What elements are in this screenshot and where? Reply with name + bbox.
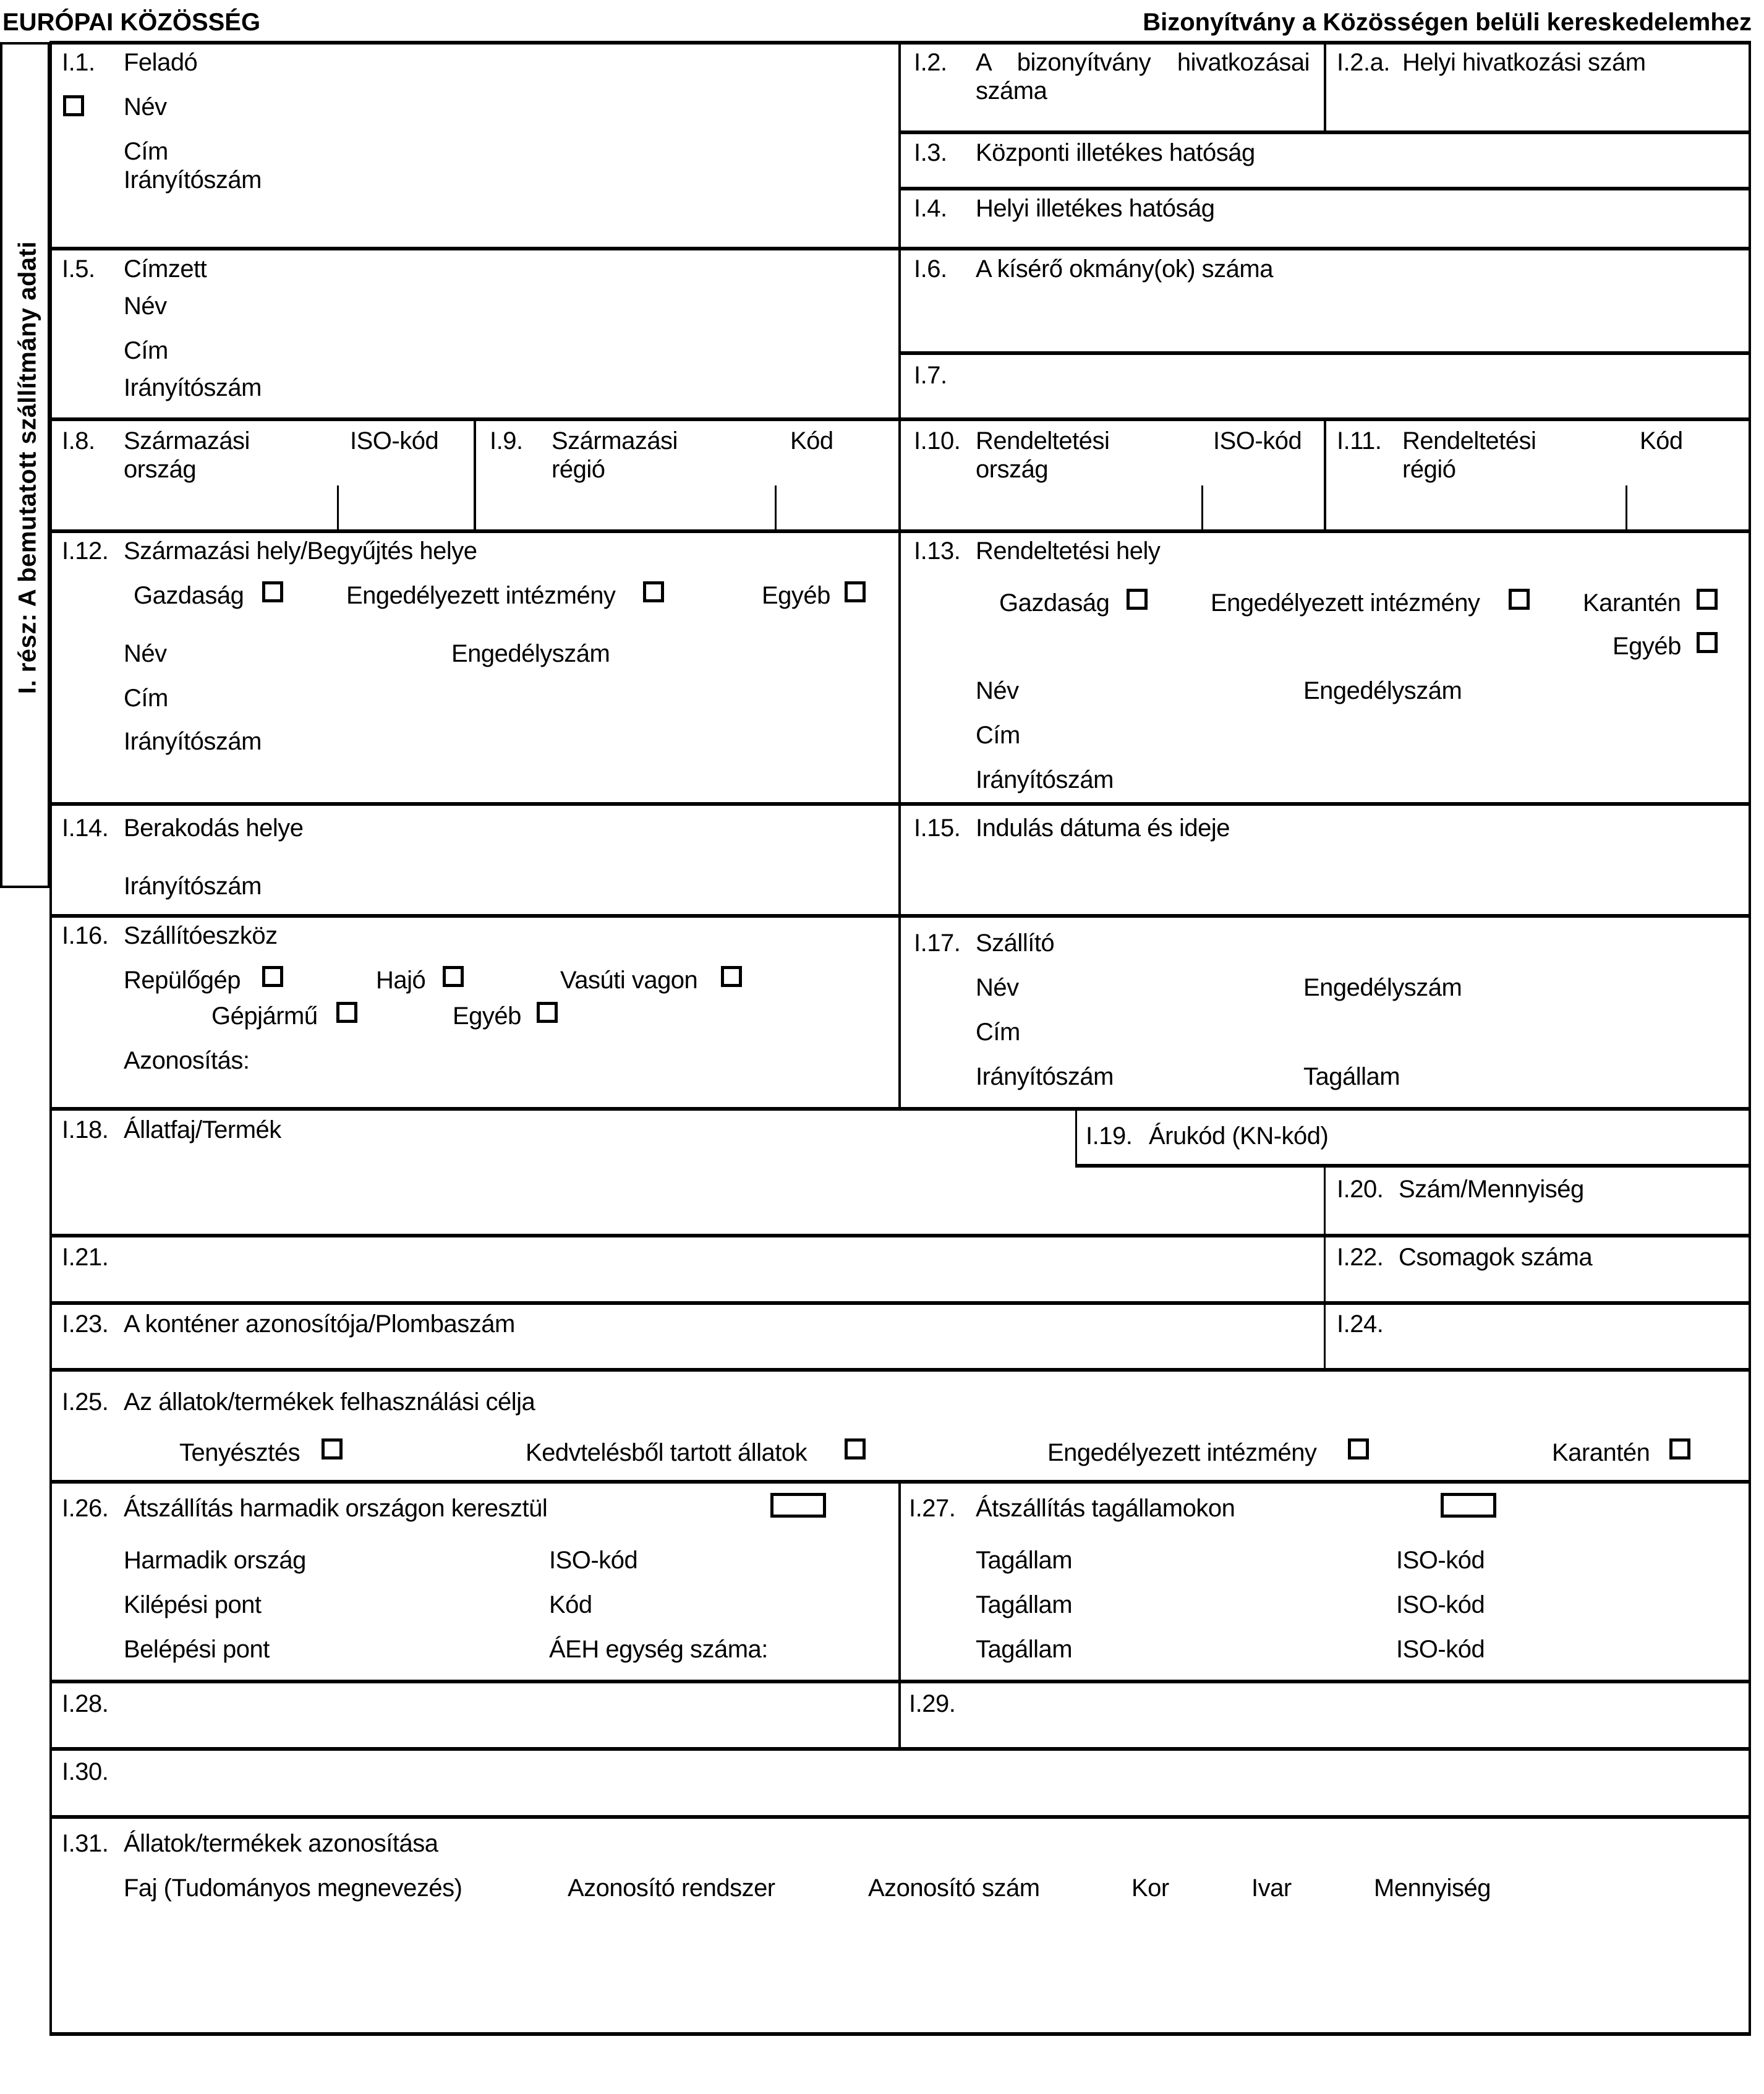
i25-option-quarantine-checkbox[interactable] [1669, 1438, 1690, 1459]
field-i7-number: I.7. [914, 362, 947, 389]
line-after-i19 [1075, 1164, 1751, 1168]
i27-row2-value-label: ISO-kód [1396, 1591, 1485, 1618]
field-i17-member-state: Tagállam [1303, 1063, 1400, 1090]
field-i17-title: Szállító [976, 929, 1055, 957]
field-i25-number: I.25. [62, 1388, 109, 1416]
field-i22-title: Csomagok száma [1399, 1244, 1593, 1271]
i16-option-plane-checkbox[interactable] [262, 966, 283, 987]
i16-option-vehicle-checkbox[interactable] [336, 1002, 357, 1023]
line-after-i16 [49, 1107, 1751, 1111]
field-i13-postcode: Irányítószám [976, 766, 1114, 793]
i16-option-ship-label: Hajó [376, 967, 426, 994]
line-after-i5 [49, 417, 1751, 421]
field-i2a-number: I.2.a. [1337, 49, 1390, 76]
i25-option-pets-checkbox[interactable] [845, 1438, 866, 1459]
i13-option-farm-label: Gazdaság [999, 589, 1110, 617]
column-divider [898, 42, 901, 1108]
field-i30-number: I.30. [62, 1758, 109, 1785]
divider-i2 [1324, 42, 1326, 132]
i26-row3-value-label: ÁEH egység száma: [549, 1636, 768, 1663]
field-i31-title: Állatok/termékek azonosítása [124, 1830, 438, 1857]
divider-i26-i27 [898, 1482, 901, 1748]
i16-option-railway-checkbox[interactable] [721, 966, 742, 987]
line-after-i26 [49, 1680, 1751, 1683]
field-i1-address: Cím [124, 138, 168, 165]
i31-column-quantity: Mennyiség [1374, 1874, 1491, 1902]
line-after-i8 [49, 529, 1751, 533]
line-after-i12 [49, 802, 1751, 806]
field-i8-title-line2: ország [124, 456, 197, 483]
line-after-i3 [898, 187, 1751, 190]
field-i23-title: A konténer azonosítója/Plombaszám [124, 1310, 515, 1338]
line-after-i30 [49, 1815, 1751, 1819]
field-i16-title: Szállítóeszköz [124, 922, 278, 949]
field-i10-code-label: ISO-kód [1213, 427, 1302, 455]
field-i17-name: Név [976, 974, 1019, 1001]
field-i28-number: I.28. [62, 1690, 109, 1717]
field-i12-approval: Engedélyszám [451, 640, 610, 667]
field-i13-approval: Engedélyszám [1303, 677, 1462, 704]
field-i12-number: I.12. [62, 537, 109, 565]
i13-option-quarantine-label: Karantén [1583, 589, 1681, 617]
field-i9-number: I.9. [490, 427, 523, 455]
i12-option-other-label: Egyéb [762, 582, 830, 609]
i13-option-quarantine-checkbox[interactable] [1697, 589, 1718, 610]
i31-column-age: Kor [1131, 1874, 1169, 1902]
side-label: I. rész: A bemutatott szállítmány adati [14, 241, 41, 694]
header-right-title: Bizonyítvány a Közösségen belüli kereskedelemhez [1143, 9, 1752, 36]
i26-checkbox[interactable] [770, 1493, 826, 1518]
field-i5-number: I.5. [62, 255, 95, 283]
field-i25-title: Az állatok/termékek felhasználási célja [124, 1388, 535, 1416]
field-i6-number: I.6. [914, 255, 947, 283]
i13-option-other-label: Egyéb [1613, 633, 1681, 660]
line-after-i18 [49, 1234, 1751, 1237]
field-i21-number: I.21. [62, 1244, 109, 1271]
i25-option-approved-checkbox[interactable] [1348, 1438, 1369, 1459]
field-i9-title: Származási [552, 427, 678, 455]
form-right-border [1749, 42, 1751, 2035]
code-tick-i9 [775, 485, 777, 531]
field-i12-postcode: Irányítószám [124, 728, 262, 755]
i26-row1-value-label: ISO-kód [549, 1547, 638, 1574]
field-i11-number: I.11. [1337, 427, 1382, 455]
i31-column-sex: Ivar [1251, 1874, 1292, 1902]
field-i2-title: A bizonyítvány hivatkozásai [976, 49, 1310, 76]
divider-i20 [1324, 1166, 1326, 1370]
field-i31-number: I.31. [62, 1830, 109, 1857]
field-i3-number: I.3. [914, 139, 947, 166]
field-i15-title: Indulás dátuma és ideje [976, 814, 1230, 842]
i27-row1-value-label: ISO-kód [1396, 1547, 1485, 1574]
field-i8-number: I.8. [62, 427, 95, 455]
i16-option-plane-label: Repülőgép [124, 967, 241, 994]
i12-option-farm-label: Gazdaság [134, 582, 244, 609]
field-i1-number: I.1. [62, 49, 95, 76]
i16-option-other-checkbox[interactable] [537, 1002, 558, 1023]
field-i19-number: I.19. [1086, 1122, 1133, 1150]
i16-option-ship-checkbox[interactable] [443, 966, 464, 987]
field-i1-name: Név [124, 93, 167, 121]
field-i12-name: Név [124, 640, 167, 667]
i26-row1-label: Harmadik ország [124, 1547, 306, 1574]
field-i13-name: Név [976, 677, 1019, 704]
divider-i8-i9 [474, 419, 476, 531]
field-i4-title: Helyi illetékes hatóság [976, 195, 1215, 222]
i13-option-approved-checkbox[interactable] [1509, 589, 1530, 610]
i31-column-species: Faj (Tudományos megnevezés) [124, 1874, 462, 1902]
line-after-i1 [49, 247, 1751, 250]
field-i2a-title: Helyi hivatkozási szám [1402, 49, 1646, 76]
i13-option-approved-label: Engedélyezett intézmény [1211, 589, 1480, 617]
i12-option-farm-checkbox[interactable] [262, 581, 283, 602]
field-i29-number: I.29. [909, 1690, 956, 1717]
i13-option-other-checkbox[interactable] [1697, 632, 1718, 653]
i27-row1-label: Tagállam [976, 1547, 1073, 1574]
field-i20-title: Szám/Mennyiség [1399, 1176, 1584, 1203]
field-i6-title: A kísérő okmány(ok) száma [976, 255, 1273, 283]
field-i13-address: Cím [976, 722, 1020, 749]
field-i17-address: Cím [976, 1019, 1020, 1046]
i26-row3-label: Belépési pont [124, 1636, 270, 1663]
field-i11-title-line2: régió [1402, 456, 1456, 483]
i25-option-breeding-label: Tenyésztés [179, 1439, 300, 1466]
field-i16-identification: Azonosítás: [124, 1047, 250, 1074]
i27-row3-label: Tagállam [976, 1636, 1073, 1663]
field-i12-address: Cím [124, 685, 168, 712]
i16-option-vehicle-label: Gépjármű [211, 1002, 318, 1030]
line-after-i28 [49, 1747, 1751, 1751]
field-i17-number: I.17. [914, 929, 961, 957]
field-i1-title: Feladó [124, 49, 198, 76]
field-i1-postcode: Irányítószám [124, 166, 262, 194]
i27-row2-label: Tagállam [976, 1591, 1073, 1618]
i12-option-other-checkbox[interactable] [845, 581, 866, 602]
field-i8-title: Származási [124, 427, 250, 455]
i31-column-id-system: Azonosító rendszer [568, 1874, 775, 1902]
field-i17-postcode: Irányítószám [976, 1063, 1114, 1090]
field-i15-number: I.15. [914, 814, 961, 842]
field-i13-number: I.13. [914, 537, 961, 565]
i13-option-farm-checkbox[interactable] [1127, 589, 1148, 610]
field-i5-title: Címzett [124, 255, 207, 283]
field-i19-title: Árukód (KN-kód) [1149, 1122, 1329, 1150]
field-i2-title-line2: száma [976, 77, 1047, 105]
field-i27-title: Átszállítás tagállamokon [976, 1495, 1235, 1522]
divider-i18-i19 [1075, 1109, 1077, 1166]
field-i18-number: I.18. [62, 1116, 109, 1143]
i16-option-railway-label: Vasúti vagon [560, 967, 698, 994]
i26-row2-value-label: Kód [549, 1591, 592, 1618]
field-i22-number: I.22. [1337, 1244, 1384, 1271]
field-i10-title: Rendeltetési [976, 427, 1110, 455]
field-i20-number: I.20. [1337, 1176, 1384, 1203]
field-i11-code-label: Kód [1640, 427, 1683, 455]
i31-column-id-number: Azonosító szám [868, 1874, 1040, 1902]
field-i9-title-line2: régió [552, 456, 605, 483]
i26-row2-label: Kilépési pont [124, 1591, 262, 1618]
i25-option-quarantine-label: Karantén [1552, 1439, 1650, 1466]
field-i3-title: Központi illetékes hatóság [976, 139, 1255, 166]
field-i14-number: I.14. [62, 814, 109, 842]
i27-row3-value-label: ISO-kód [1396, 1636, 1485, 1663]
i25-option-pets-label: Kedvtelésből tartott állatok [526, 1439, 807, 1466]
field-i5-address: Cím [124, 337, 168, 364]
field-i12-title: Származási hely/Begyűjtés helye [124, 537, 477, 565]
field-i2-number: I.2. [914, 49, 947, 76]
field-i9-code-label: Kód [790, 427, 833, 455]
field-i27-number: I.27. [909, 1495, 956, 1522]
side-label-bar [0, 42, 51, 888]
i25-option-approved-label: Engedélyezett intézmény [1047, 1439, 1317, 1466]
field-i16-number: I.16. [62, 922, 109, 949]
field-i17-approval: Engedélyszám [1303, 974, 1462, 1001]
line-after-i21 [49, 1301, 1751, 1305]
i12-option-approved-label: Engedélyezett intézmény [346, 582, 616, 609]
i27-checkbox[interactable] [1441, 1493, 1496, 1518]
field-i4-number: I.4. [914, 195, 947, 222]
code-tick-i10 [1201, 485, 1203, 531]
checkbox-i1[interactable] [63, 95, 84, 116]
field-i18-title: Állatfaj/Termék [124, 1116, 281, 1143]
field-i13-title: Rendeltetési hely [976, 537, 1161, 565]
field-i10-title-line2: ország [976, 456, 1049, 483]
field-i10-number: I.10. [914, 427, 961, 455]
i16-option-other-label: Egyéb [453, 1002, 521, 1030]
divider-i10-i11 [1324, 419, 1326, 531]
code-tick-i8 [337, 485, 339, 531]
field-i11-title: Rendeltetési [1402, 427, 1536, 455]
field-i8-code-label: ISO-kód [350, 427, 439, 455]
field-i26-number: I.26. [62, 1495, 109, 1522]
line-after-i14 [49, 914, 1751, 918]
line-after-i6 [898, 351, 1751, 355]
field-i24-number: I.24. [1337, 1310, 1384, 1338]
field-i26-title: Átszállítás harmadik országon keresztül [124, 1495, 548, 1522]
field-i14-title: Berakodás helye [124, 814, 304, 842]
i25-option-breeding-checkbox[interactable] [322, 1438, 343, 1459]
field-i5-postcode: Irányítószám [124, 374, 262, 401]
line-after-i23 [49, 1368, 1751, 1372]
field-i14-postcode: Irányítószám [124, 873, 262, 900]
field-i5-name: Név [124, 293, 167, 320]
code-tick-i11 [1626, 485, 1627, 531]
i12-option-approved-checkbox[interactable] [643, 581, 664, 602]
form-bottom-border [49, 2032, 1751, 2036]
header-left-title: EURÓPAI KÖZÖSSÉG [2, 9, 261, 36]
form-left-border [49, 42, 52, 2035]
field-i23-number: I.23. [62, 1310, 109, 1338]
line-after-i2 [898, 130, 1751, 134]
